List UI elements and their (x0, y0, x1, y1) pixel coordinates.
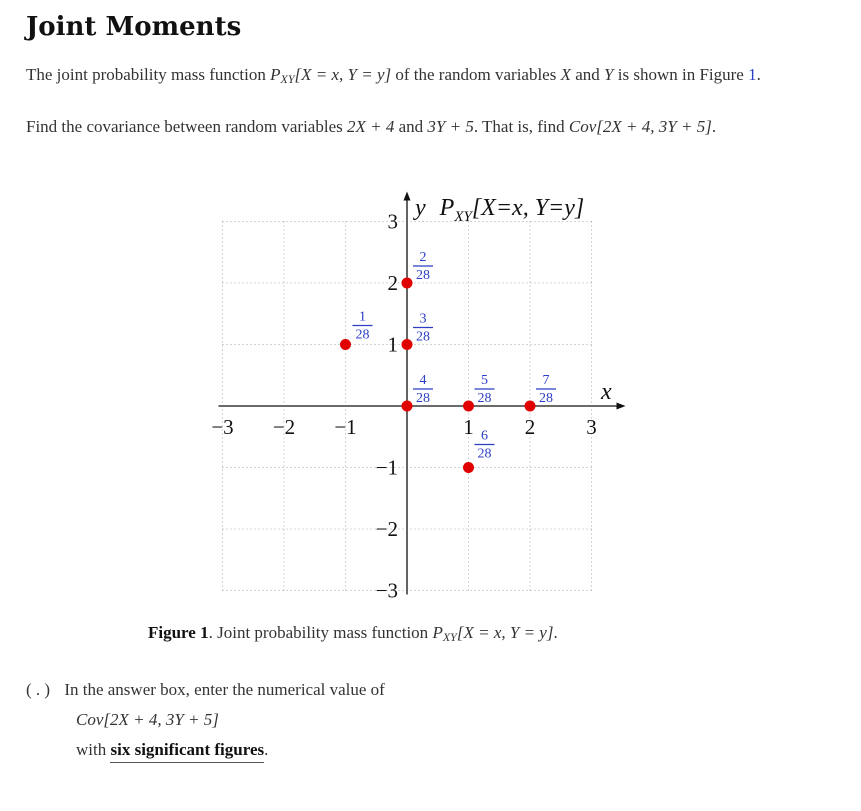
question-text: In the answer box, enter the numerical value of (64, 680, 385, 699)
probability-denominator: 28 (416, 329, 430, 345)
probability-numerator: 5 (481, 373, 488, 388)
question-line (26, 675, 385, 705)
probability-numerator: 3 (419, 311, 427, 327)
probability-denominator: 28 (477, 446, 492, 462)
y-tick-label: 3 (387, 209, 398, 234)
task-paragraph: Find the covariance between random variables 2X + 4 and 3Y + 5. That is, find Cov[2X + 4, 3Y + 5]. (26, 117, 717, 136)
probability-denominator: 28 (416, 268, 430, 283)
probability-label (413, 250, 433, 283)
six-sig-figs-emphasis: six significant figures (110, 740, 264, 763)
y-tick-label: −1 (375, 455, 398, 480)
probability-label (353, 310, 373, 343)
data-point (525, 401, 536, 412)
figure-caption: Figure 1. Joint probability mass function $P_{XY}[X = x$, Y = y]. (148, 623, 558, 644)
data-point (340, 339, 351, 350)
x-tick-label: −2 (272, 415, 296, 439)
probability-numerator: 1 (359, 309, 366, 325)
page-title: Joint Moments (26, 12, 242, 42)
x-axis-arrow (617, 403, 626, 410)
question-block (26, 675, 385, 765)
figure-reference-link[interactable]: 1 (748, 65, 757, 84)
data-point (402, 339, 413, 350)
probability-numerator: 7 (542, 373, 550, 388)
y-tick-label: −3 (375, 578, 398, 603)
probability-label (475, 429, 495, 462)
probability-numerator: 4 (419, 373, 427, 388)
probability-numerator: 6 (481, 428, 488, 444)
chart-title: y $P_{XY}[X=x$, Y=y] (415, 195, 585, 225)
x-tick-label: 1 (463, 415, 474, 439)
question-precision: with six significant figures. (26, 735, 385, 765)
x-tick-label: −1 (334, 415, 357, 439)
x-tick-label: 3 (586, 415, 597, 439)
y-tick-label: 2 (387, 271, 398, 295)
x-tick-label: 2 (524, 415, 536, 439)
probability-label (475, 373, 495, 406)
probability-denominator: 28 (416, 391, 430, 406)
intro-paragraph: The joint probability mass function $P_{XY}[X = x$, Y = y] of the random variables X and Y is shown in Figure 1. (26, 65, 761, 86)
probability-label (536, 373, 556, 406)
joint-pmf-figure (200, 185, 640, 605)
probability-denominator: 28 (477, 391, 492, 406)
probability-numerator: 2 (419, 250, 427, 265)
probability-denominator: 28 (539, 391, 553, 406)
y-tick-label: −2 (375, 517, 398, 541)
probability-denominator: 28 (355, 327, 370, 343)
x-axis-label: x (601, 379, 612, 405)
x-tick-label: −3 (211, 415, 234, 439)
probability-label (413, 373, 433, 406)
y-axis-arrow (404, 192, 411, 201)
data-point (402, 401, 413, 412)
probability-label (413, 312, 433, 345)
y-tick-label: 1 (387, 332, 398, 357)
question-marker: ( . ) (26, 680, 51, 699)
data-points (340, 278, 536, 474)
data-point (463, 462, 474, 473)
question-expression: Cov[2X + 4, 3Y + 5] (76, 710, 219, 729)
data-point (402, 278, 413, 289)
data-point (463, 401, 474, 412)
